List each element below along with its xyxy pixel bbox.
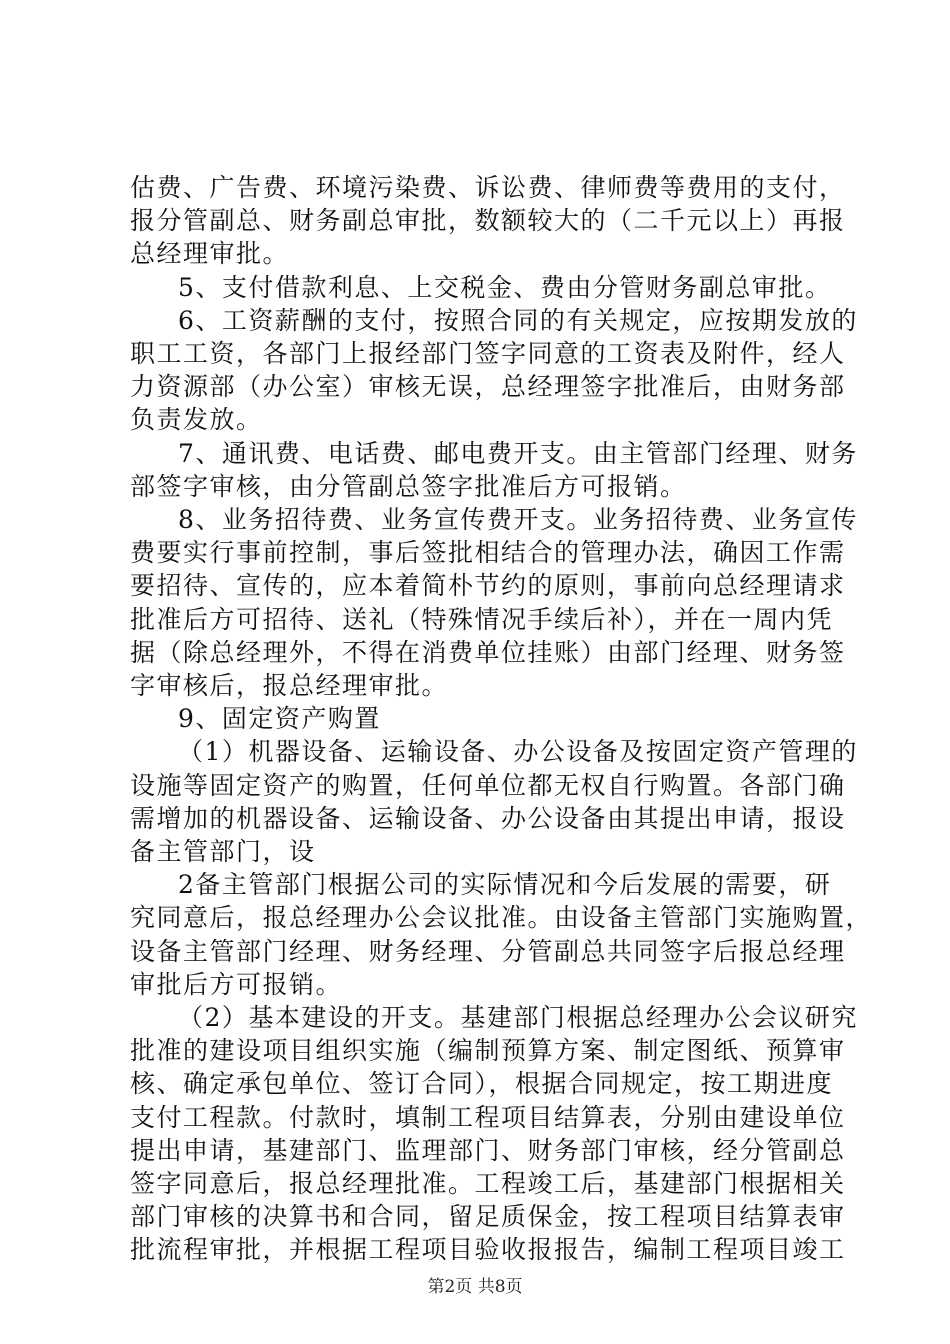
- text-line: 9、固定资产购置: [178, 704, 381, 734]
- text-line: 费要实行事前控制，事后签批相结合的管理办法，确因工作需: [130, 538, 846, 568]
- text-line: 批准后方可招待、送礼（特殊情况手续后补），并在一周内凭: [130, 604, 834, 634]
- text-line: 签字同意后，报总经理批准。工程竣工后，基建部门根据相关: [130, 1169, 846, 1198]
- text-line: 总经理审批。: [130, 239, 290, 269]
- text-line: 部签字审核，由分管副总签字批准后方可报销。: [130, 471, 687, 501]
- text-line: 8、业务招待费、业务宣传费开支。业务招待费、业务宣传: [178, 505, 858, 534]
- text-line: 核、确定承包单位、签订合同），根据合同规定，按工期进度: [130, 1069, 834, 1099]
- text-line: 批准的建设项目组织实施（编制预算方案、制定图纸、预算审: [130, 1036, 846, 1066]
- text-line: 设施等固定资产的购置，任何单位都无权自行购置。各部门确: [130, 770, 846, 800]
- text-line: 设备主管部门经理、财务经理、分管副总共同签字后报总经理: [130, 936, 846, 966]
- text-line: 审批后方可报销。: [130, 969, 343, 999]
- text-line: 部门审核的决算书和合同，留足质保金，按工程项目结算表审: [130, 1202, 846, 1232]
- text-line: 5、支付借款利息、上交税金、费由分管财务副总审批。: [178, 272, 832, 302]
- text-line: （1）机器设备、运输设备、办公设备及按固定资产管理的: [178, 737, 858, 767]
- text-line: 究同意后，报总经理办公会议批准。由设备主管部门实施购置，: [130, 903, 873, 933]
- text-line: 据（除总经理外，不得在消费单位挂账）由部门经理、财务签: [130, 637, 846, 667]
- text-line: 需增加的机器设备、运输设备、办公设备由其提出申请，报设: [130, 803, 846, 833]
- text-line: 支付工程款。付款时，填制工程项目结算表，分别由建设单位: [130, 1102, 846, 1132]
- text-line: 7、通讯费、电话费、邮电费开支。由主管部门经理、财务: [178, 438, 858, 468]
- text-line: 负责发放。: [130, 405, 263, 435]
- text-line: （2）基本建设的开支。基建部门根据总经理办公会议研究: [178, 1003, 858, 1032]
- page-footer: 第2页 共8页: [427, 1277, 523, 1297]
- text-line: 批流程审批，并根据工程项目验收报报告，编制工程项目竣工: [130, 1235, 846, 1265]
- text-line: 提出申请，基建部门、监理部门、财务部门审核，经分管副总: [130, 1135, 846, 1165]
- text-line: 备主管部门，设: [130, 837, 316, 866]
- text-line: 职工工资，各部门上报经部门签字同意的工资表及附件，经人: [130, 339, 846, 368]
- text-line: 6、工资薪酬的支付，按照合同的有关规定，应按期发放的: [178, 305, 858, 335]
- text-line: 2备主管部门根据公司的实际情况和今后发展的需要，研: [178, 870, 832, 900]
- text-line: 力资源部（办公室）审核无误，总经理签字批准后，由财务部: [130, 372, 846, 402]
- text-line: 要招待、宣传的，应本着简朴节约的原则，事前向总经理请求: [130, 571, 846, 601]
- text-line: 报分管副总、财务副总审批，数额较大的（二千元以上）再报: [130, 206, 846, 236]
- text-line: 估费、广告费、环境污染费、诉讼费、律师费等费用的支付，: [130, 173, 846, 202]
- text-line: 字审核后，报总经理审批。: [130, 671, 449, 700]
